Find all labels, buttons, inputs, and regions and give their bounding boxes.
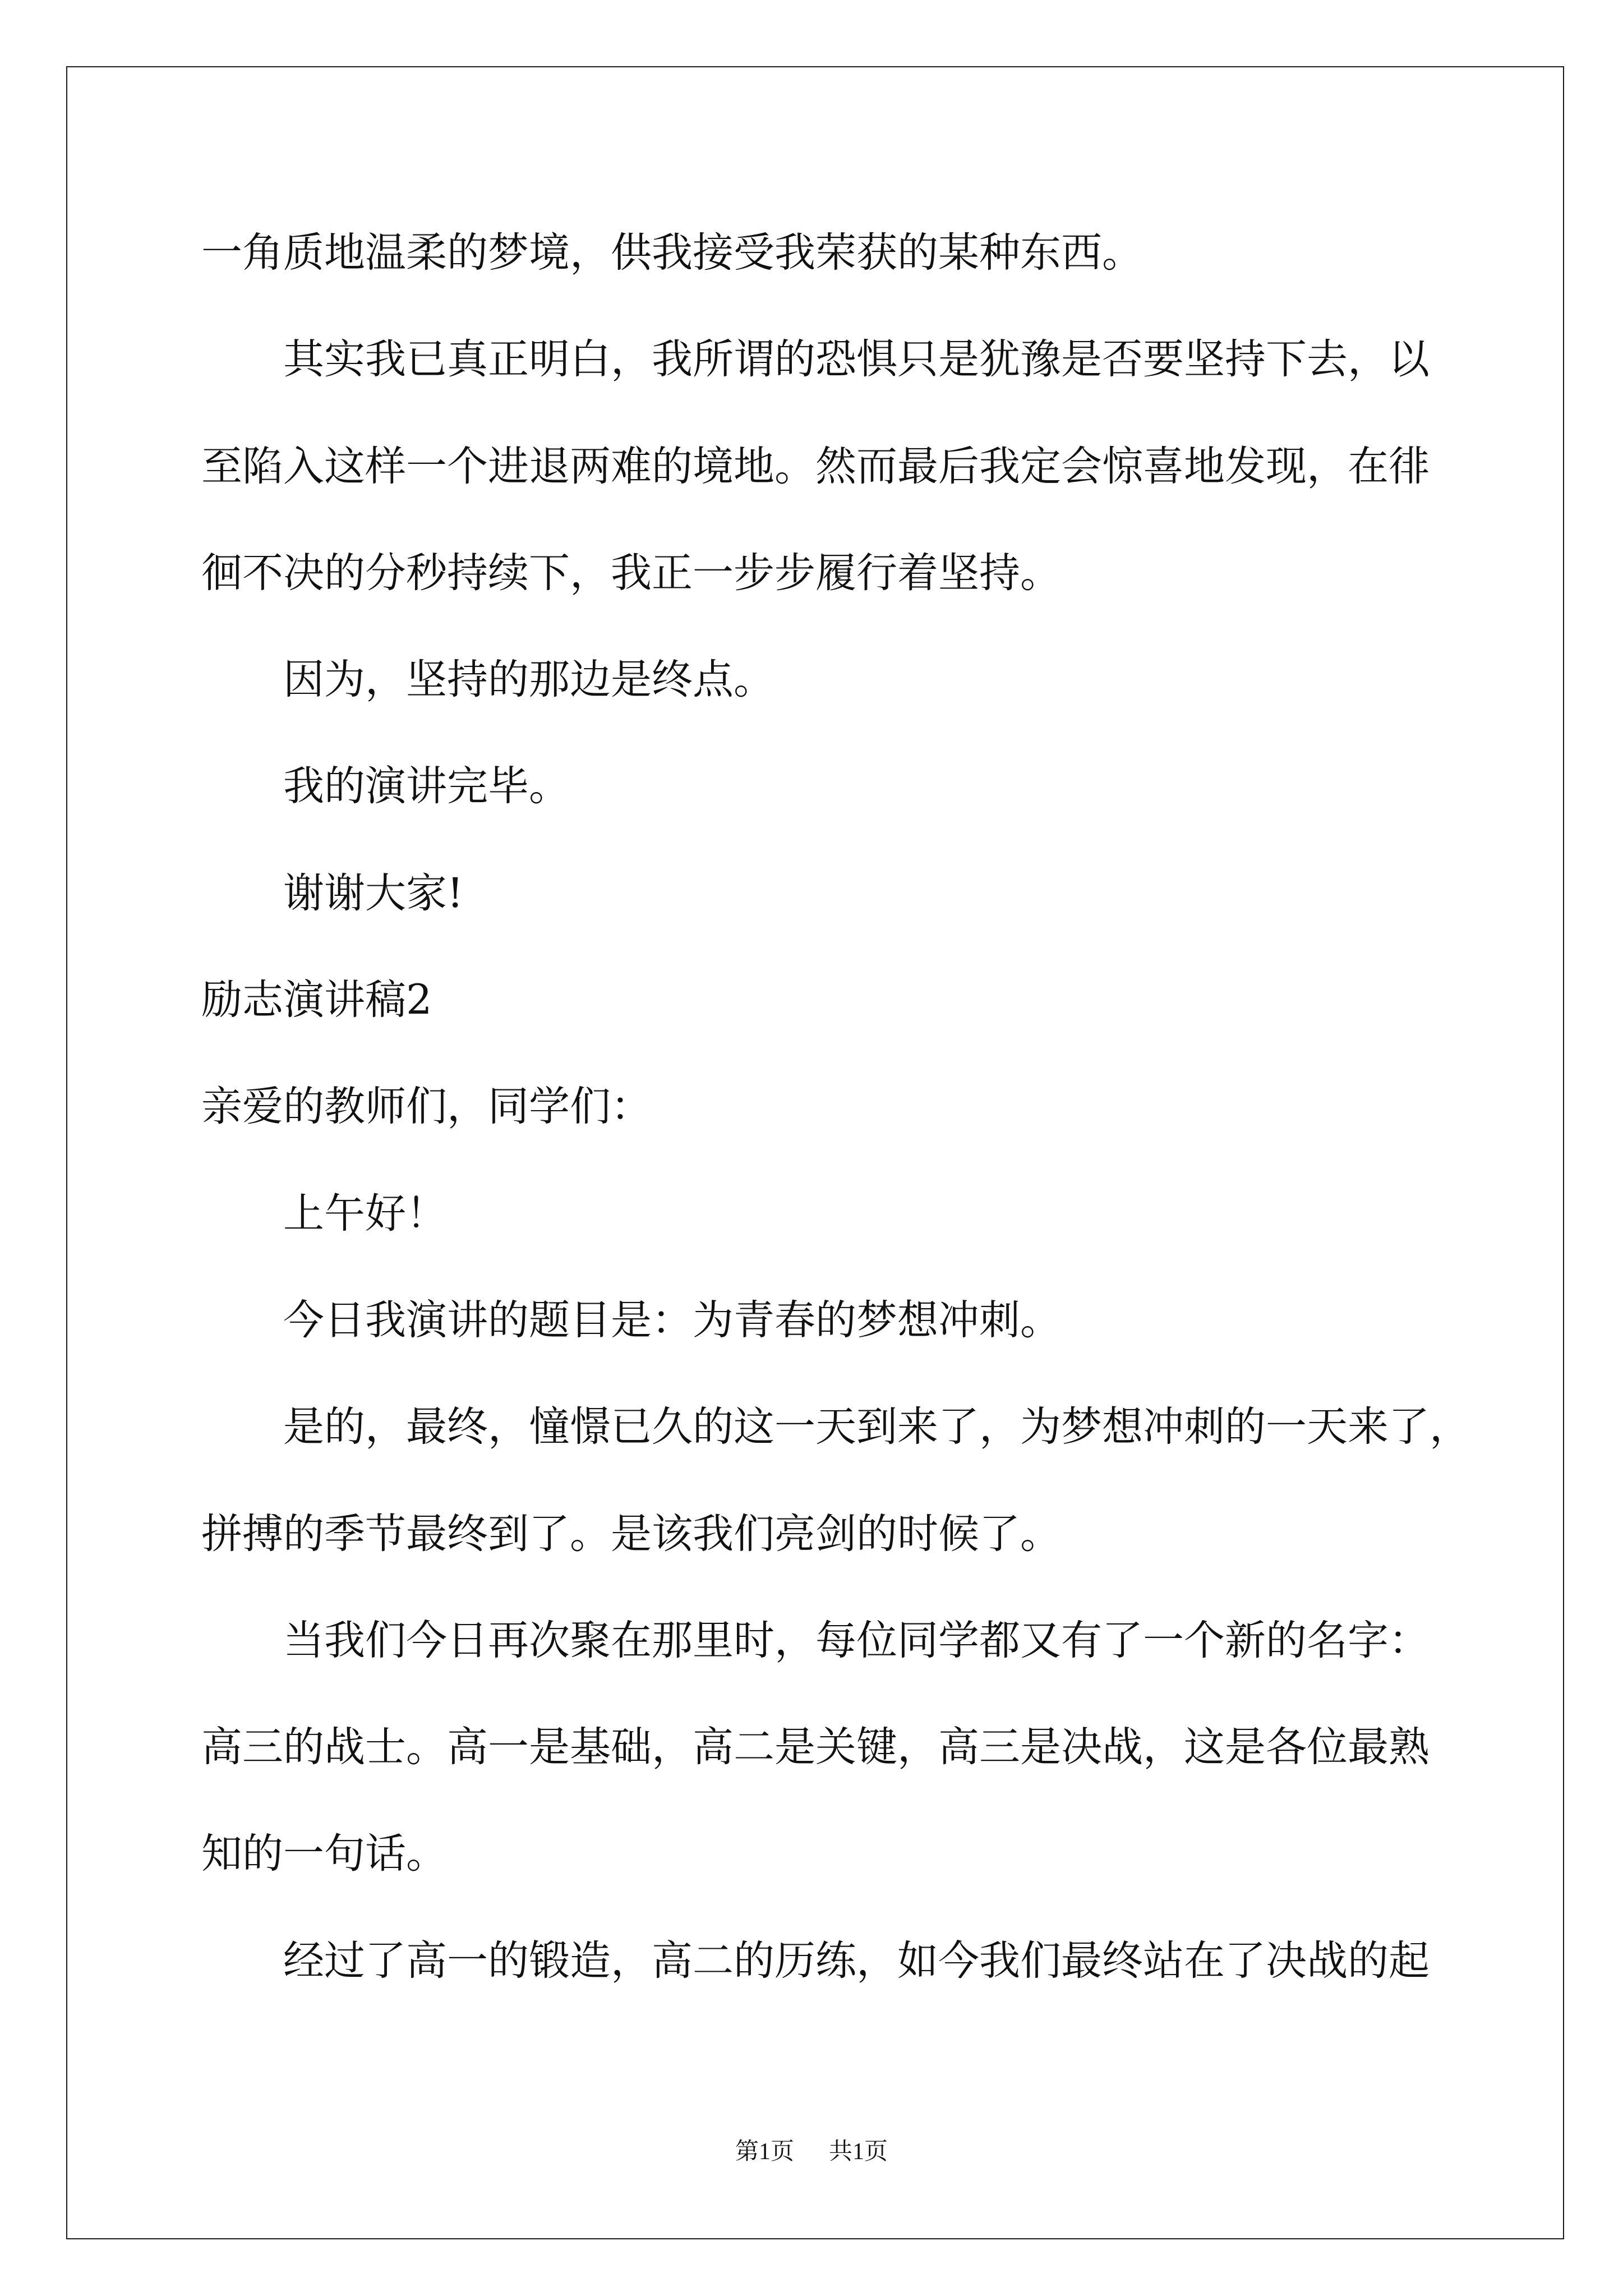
text-line: 至陷入这样一个进退两难的境地。然而最后我定会惊喜地发现，在徘 (201, 442, 1430, 490)
paragraph (201, 200, 1536, 306)
text-line: 我的演讲完毕。 (283, 762, 570, 811)
page-total: 共1页 (829, 2139, 888, 2165)
text-line: 亲爱的教师们，同学们： (201, 1083, 652, 1131)
paragraph (201, 1588, 1536, 1908)
text-line: 高三的战士。高一是基础，高二是关键，高三是决战，这是各位最熟 (201, 1723, 1430, 1772)
text-line: 当我们今日再次聚在那里时，每位同学都又有了一个新的名字： (283, 1616, 1430, 1664)
paragraph (201, 840, 1536, 947)
text-line: 徊不决的分秒持续下，我正一步步履行着坚持。 (201, 549, 1061, 597)
text-line: 经过了高一的锻造，高二的历练，如今我们最终站在了决战的起 (283, 1936, 1430, 1985)
text-line: 是的，最终，憧憬已久的这一天到来了，为梦想冲刺的一天来了， (283, 1403, 1470, 1451)
text-line: 知的一句话。 (201, 1830, 447, 1878)
text-line: 其实我已真正明白，我所谓的恐惧只是犹豫是否要坚持下去，以 (283, 335, 1430, 384)
document-body (201, 200, 1536, 2014)
salutation (201, 1053, 1536, 1160)
paragraph (201, 1908, 1536, 2014)
paragraph (201, 627, 1536, 733)
heading-line: 励志演讲稿2 (201, 976, 432, 1024)
page-number: 第1页 (735, 2139, 794, 2165)
paragraph (201, 1161, 1536, 1267)
paragraph (201, 306, 1536, 627)
text-line: 因为，坚持的那边是终点。 (283, 656, 774, 704)
paragraph (201, 1374, 1536, 1588)
text-line: 上午好！ (283, 1189, 447, 1237)
paragraph (201, 733, 1536, 840)
section-heading (201, 947, 1536, 1053)
text-line: 今日我演讲的题目是：为青春的梦想冲刺。 (283, 1296, 1061, 1344)
paragraph (201, 1267, 1536, 1374)
text-line: 拼搏的季节最终到了。是该我们亮剑的时候了。 (201, 1510, 1061, 1558)
text-line: 一角质地温柔的梦境，供我接受我荣获的某种东西。 (201, 229, 1143, 277)
page-footer (0, 2135, 1623, 2169)
text-line: 谢谢大家! (283, 869, 464, 917)
